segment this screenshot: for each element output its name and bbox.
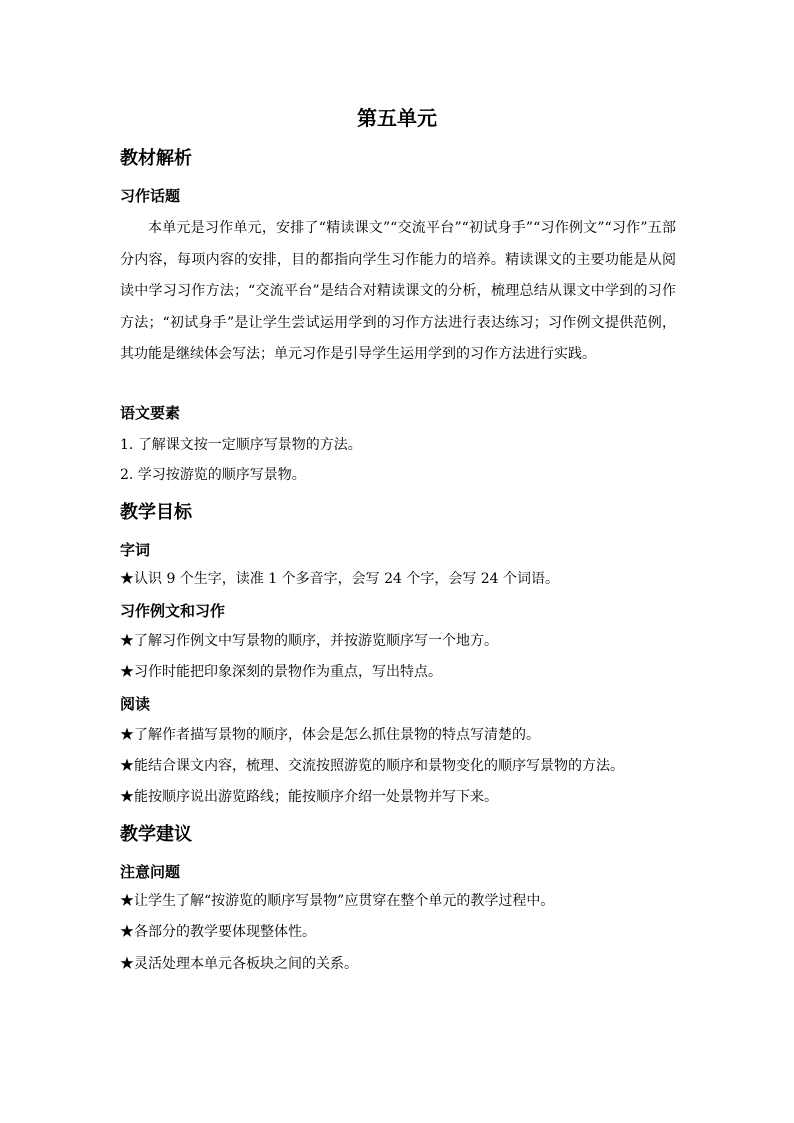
- list-item: ★各部分的教学要体现整体性。: [120, 924, 316, 940]
- subheading-notes: 注意问题: [120, 863, 181, 881]
- subheading-reading: 阅读: [120, 695, 151, 713]
- subheading-elements: 语文要素: [120, 404, 181, 422]
- section-heading-analysis: 教材解析: [120, 148, 192, 169]
- list-item: ★认识 9 个生字，读准 1 个多音字，会写 24 个字，会写 24 个词语。: [120, 571, 560, 587]
- list-item: 1. 了解课文按一定顺序写景物的方法。: [120, 437, 362, 453]
- list-item: 2. 学习按游览的顺序写景物。: [120, 467, 306, 483]
- list-item: ★让学生了解“按游览的顺序写景物”应贯穿在整个单元的教学过程中。: [120, 893, 555, 909]
- topic-paragraph: 本单元是习作单元，安排了“精读课文”“交流平台”“初试身手”“习作例文”“习作”五部分内容，每项内容的安排，目的都指向学生习作能力的培养。精读课文的主要功能是从阅读中学习习作方法；“交流平台”是结合对精读课文的分析，梳理总结从课文中学到的习作方法；“初试身手”是让学生尝试运用学到的习作方法进行表达练习；习作例文提供范例，其功能是继续体会写法；单元习作是引导学生运用学到的习作方法进行实践。: [120, 220, 676, 363]
- subheading-words: 字词: [120, 541, 151, 559]
- page-title: 第五单元: [357, 106, 437, 130]
- list-item: ★能结合课文内容，梳理、交流按照游览的顺序和景物变化的顺序写景物的方法。: [120, 758, 624, 774]
- subheading-topic: 习作话题: [120, 187, 181, 205]
- subheading-writing: 习作例文和习作: [120, 602, 226, 620]
- section-heading-goals: 教学目标: [120, 502, 192, 523]
- list-item: ★习作时能把印象深刻的景物作为重点，写出特点。: [120, 664, 442, 680]
- list-item: ★灵活处理本单元各板块之间的关系。: [120, 956, 358, 972]
- list-item: ★了解习作例文中写景物的顺序，并按游览顺序写一个地方。: [120, 633, 498, 649]
- list-item: ★能按顺序说出游览路线；能按顺序介绍一处景物并写下来。: [120, 789, 498, 805]
- list-item: ★了解作者描写景物的顺序，体会是怎么抓住景物的特点写清楚的。: [120, 727, 540, 743]
- section-heading-suggestions: 教学建议: [120, 824, 192, 845]
